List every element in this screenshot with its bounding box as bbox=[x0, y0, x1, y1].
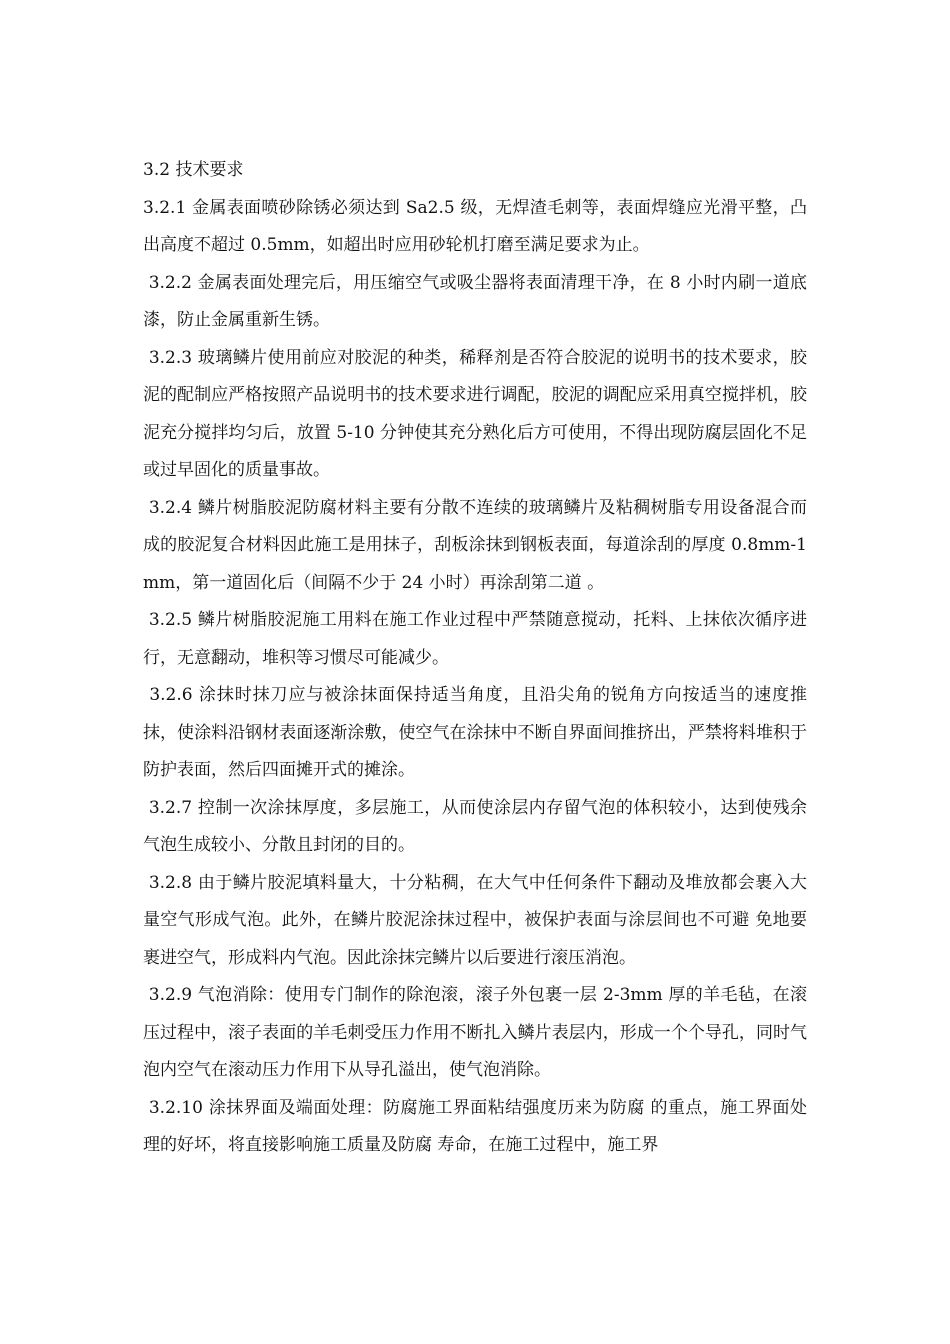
paragraph-3-2-8: 3.2.8 由于鳞片胶泥填料量大，十分粘稠，在大气中任何条件下翻动及堆放都会裹入大量空气形成气泡。此外，在鳞片胶泥涂抹过程中，被保护表面与涂层间也不可避 免地要裹进空气，形成料内气泡。因此涂抹完鳞片以后要进行滚压消泡。 bbox=[143, 872, 807, 968]
paragraph-3-2-5: 3.2.5 鳞片树脂胶泥施工用料在施工作业过程中严禁随意搅动，托料、上抹依次循序进行，无意翻动，堆积等习惯尽可能减少。 bbox=[143, 610, 807, 668]
paragraph-3-2-4: 3.2.4 鳞片树脂胶泥防腐材料主要有分散不连续的玻璃鳞片及粘稠树脂专用设备混合而成的胶泥复合材料因此施工是用抹子，刮板涂抹到钢板表面，每道涂刮的厚度 0.8mm-1mm，第一道固化后（间隔不少于 24 小时）再涂刮第二道 。 bbox=[143, 497, 807, 593]
section-heading: 3.2 技术要求 bbox=[143, 160, 244, 180]
paragraph-3-2-3: 3.2.3 玻璃鳞片使用前应对胶泥的种类，稀释剂是否符合胶泥的说明书的技术要求，胶泥的配制应严格按照产品说明书的技术要求进行调配，胶泥的调配应采用真空搅拌机，胶泥充分搅拌均匀后，放置 5-10 分钟使其充分熟化后方可使用，不得出现防腐层固化不足或过早固化的质量事故。 bbox=[143, 347, 807, 480]
paragraph-3-2-2: 3.2.2 金属表面处理完后，用压缩空气或吸尘器将表面清理干净，在 8 小时内刷一道底漆，防止金属重新生锈。 bbox=[143, 272, 808, 330]
paragraph-3-2-6: 3.2.6 涂抹时抹刀应与被涂抹面保持适当角度，且沿尖角的锐角方向按适当的速度推抹，使涂料沿钢材表面逐渐涂敷，使空气在涂抹中不断自界面间推挤出，严禁将料堆积于防护表面，然后四面摊开式的摊涂。 bbox=[143, 685, 807, 780]
paragraph-3-2-10: 3.2.10 涂抹界面及端面处理：防腐施工界面粘结强度历来为防腐 的重点，施工界面处理的好坏，将直接影响施工质量及防腐 寿命，在施工过程中，施工界 bbox=[143, 1097, 807, 1155]
paragraph-3-2-1: 3.2.1 金属表面喷砂除锈必须达到 Sa2.5 级，无焊渣毛刺等，表面焊缝应光滑平整，凸出高度不超过 0.5mm，如超出时应用砂轮机打磨至满足要求为止。 bbox=[143, 197, 807, 255]
paragraph-3-2-7: 3.2.7 控制一次涂抹厚度，多层施工，从而使涂层内存留气泡的体积较小，达到使残余气泡生成较小、分散且封闭的目的。 bbox=[143, 797, 807, 855]
document-body bbox=[143, 152, 807, 1165]
paragraph-3-2-9: 3.2.9 气泡消除：使用专门制作的除泡滚，滚子外包裹一层 2-3mm 厚的羊毛毡，在滚压过程中，滚子表面的羊毛刺受压力作用不断扎入鳞片表层内，形成一个个导孔，同时气泡内空气在滚动压力作用下从导孔溢出，使气泡消除。 bbox=[143, 985, 807, 1080]
